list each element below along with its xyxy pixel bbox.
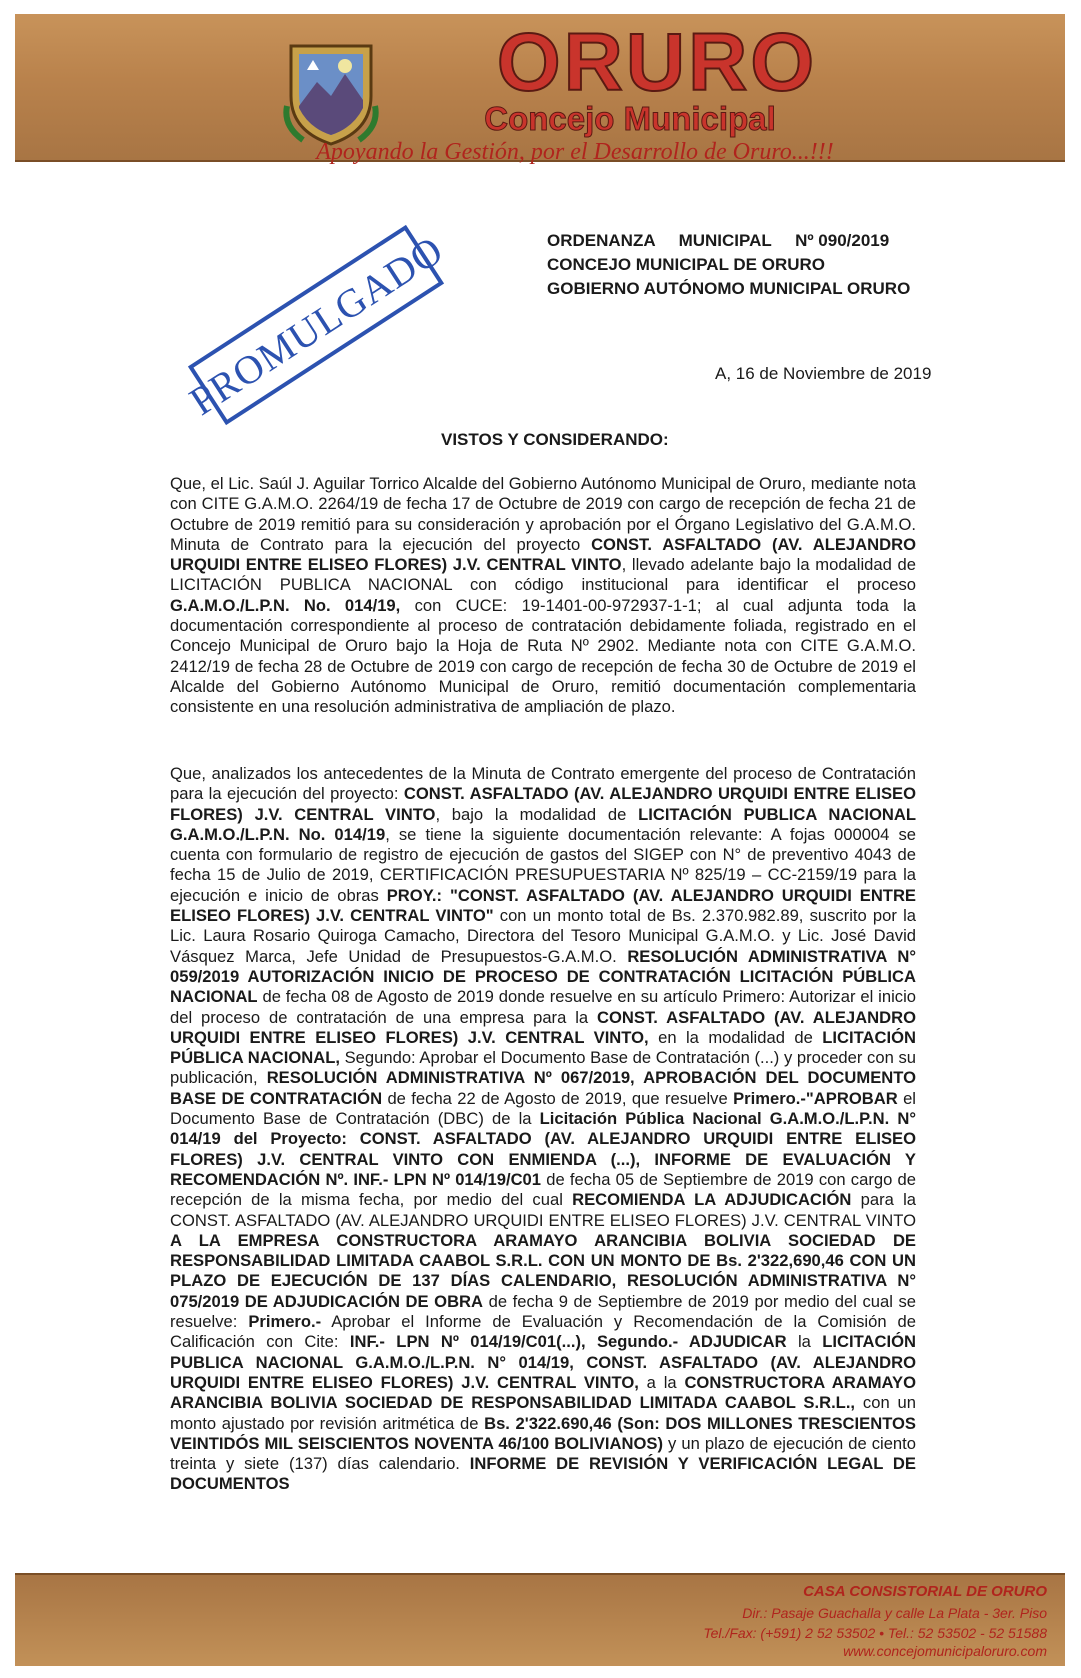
brand-title <box>397 17 917 108</box>
text-run: Segundo: Aprobar el Documento Base de Contratación (...) y proceder con su publicación, <box>170 1048 916 1088</box>
paragraph-1 <box>170 474 916 718</box>
section-heading: VISTOS Y CONSIDERANDO: <box>441 430 669 449</box>
ordinance-council: CONCEJO MUNICIPAL DE ORURO <box>547 255 826 274</box>
text-run: de fecha 05 de Septiembre de 2019 con cargo de recepción de la misma fecha, por medio del cual <box>170 1169 916 1210</box>
text-run: CONST. ASFALTADO (AV. ALEJANDRO URQUIDI ENTRE ELISEO FLORES) J.V. CENTRAL VINTO, <box>170 1007 916 1047</box>
text-run: , bajo la modalidad de <box>435 804 639 824</box>
text-run: CONSTRUCTORA ARAMAYO ARANCIBIA BOLIVIA SOCIEDAD DE RESPONSABILIDAD LIMITADA CAABOL S.R.L., <box>170 1372 916 1413</box>
text-run: RESOLUCIÓN ADMINISTRATIVA Nº 067/2019, APROBACIÓN DEL DOCUMENTO BASE DE CONTRATACIÓN <box>170 1068 916 1108</box>
text-run: CONST. ASFALTADO (AV. ALEJANDRO URQUIDI ENTRE ELISEO FLORES) J.V. CENTRAL VINTO <box>170 534 916 575</box>
text-run: de fecha 08 de Agosto de 2019 donde resuelve en su artículo Primero: Autorizar el inicio del proceso de contratación de una empresa para la <box>170 987 916 1027</box>
paragraph-2 <box>170 764 916 1495</box>
text-run: , llevado adelante bajo la modalidad de LICITACIÓN PUBLICA NACIONAL con código institucional para identificar el proceso <box>170 555 916 595</box>
text-run: con CUCE: 19-1401-00-972937-1-1; al cual adjunta toda la documentación correspondiente al proceso de contratación debidamente foliada, registrado en el Concejo Municipal de Oruro bajo la Hoja de Ruta Nº 2902. Mediante nota con CITE G.A.M.O. 2412/19 de fecha 28 de Octubre de 2019 con cargo de recepción de fecha 30 de Octubre de 2019 el Alcalde del Gobierno Autónomo Municipal de Oruro, remitió documentación complementaria consistente en una resolución administrativa de ampliación de plazo. <box>170 595 916 717</box>
text-run: LICITACIÓN PUBLICA NACIONAL G.A.M.O./L.P.N. No. 014/19 <box>170 804 916 844</box>
text-run: LICITACIÓN PUBLICA NACIONAL G.A.M.O./L.P.N. N° 014/19, CONST. ASFALTADO (AV. ALEJANDRO URQUIDI ENTRE ELISEO FLORES) J.V. CENTRAL VINTO, <box>170 1332 916 1392</box>
text-run: Aprobar el Informe de Evaluación y Recomendación de la Comisión de Calificación con Cite: <box>170 1312 916 1352</box>
text-run: con un monto total de Bs. 2.370.982.89, suscrito por la Lic. Laura Rosario Quiroga Camacho, Directora del Tesoro Municipal G.A.M.O. y Lic. José David Vásquez Marca, Jefe Unidad de Presupuestos-G.A.M.O. <box>170 906 916 966</box>
text-run: LICITACIÓN PÚBLICA NACIONAL, <box>170 1027 916 1068</box>
ordinance-government: GOBIERNO AUTÓNOMO MUNICIPAL ORURO <box>547 279 911 298</box>
text-run: PROY.: "CONST. ASFALTADO (AV. ALEJANDRO URQUIDI ENTRE ELISEO FLORES) J.V. CENTRAL VINTO" <box>170 885 916 926</box>
text-run: la <box>786 1332 823 1352</box>
footer-website: www.concejomunicipaloruro.com <box>843 1643 1047 1659</box>
org-title: ORURO <box>496 17 818 108</box>
text-run: y un plazo de ejecución de ciento treinta y siete (137) días calendario. <box>170 1433 916 1474</box>
promulgado-stamp <box>181 225 451 425</box>
text-run: , se tiene la siguiente documentación relevante: A fojas 000004 se cuenta con formulario de registro de ejecución de gastos del SIGEP con N° de preventivo 4043 de fecha 15 de Julio de 2019, CERTIFICACIÓN PRESUPUESTARIA Nº 825/19 – CC-2159/19 para la ejecución e inicio de obras <box>170 824 916 905</box>
text-run: G.A.M.O./L.P.N. No. 014/19, <box>170 595 401 615</box>
text-run: a la <box>638 1372 685 1392</box>
ordinance-block <box>547 229 910 301</box>
text-run: Primero.-"APROBAR <box>733 1088 898 1108</box>
text-run: Que, el Lic. Saúl J. Aguilar Torrico Alcalde del Gobierno Autónomo Municipal de Oruro, mediante nota con CITE G.A.M.O. 2264/19 de fecha 17 de Octubre de 2019 con cargo de recepción de fecha 21 de Octubre de 2019 remitió para su consideración y aprobación por el Órgano Legislativo del G.A.M.O. Minuta de Contrato para la ejecución del proyecto <box>170 474 916 554</box>
org-motto: Apoyando la Gestión, por el Desarrollo de Oruro...!!! <box>316 139 834 165</box>
text-run: CONST. ASFALTADO (AV. ALEJANDRO URQUIDI ENTRE ELISEO FLORES) J.V. CENTRAL VINTO <box>170 784 917 824</box>
text-run: Primero.- <box>248 1312 322 1332</box>
letterhead-banner <box>15 14 1065 165</box>
municipal-seal-icon <box>283 36 379 148</box>
letterhead-footer <box>15 1573 1065 1666</box>
text-run: en la modalidad de <box>648 1027 823 1047</box>
ordinance-number: ORDENANZA MUNICIPAL Nº 090/2019 <box>547 231 890 250</box>
footer-phone: Tel./Fax: (+591) 2 52 53502 • Tel.: 52 53502 - 52 51588 <box>703 1625 1047 1641</box>
footer-org: CASA CONSISTORIAL DE ORURO <box>803 1583 1047 1600</box>
org-subtitle: Concejo Municipal <box>484 100 776 137</box>
stamp-text: PROMULGADO <box>181 226 451 424</box>
text-run: A LA EMPRESA CONSTRUCTORA ARAMAYO ARANCIBIA BOLIVIA SOCIEDAD DE RESPONSABILIDAD LIMITADA CAABOL S.R.L. CON UN MONTO DE Bs. 2'322,690,46 CON UN PLAZO DE EJECUCIÓN DE 137 DÍAS CALENDARIO, RESOLUCIÓN ADMINISTRATIVA N° 075/2019 DE ADJUDICACIÓN DE OBRA <box>170 1230 916 1311</box>
text-run: Bs. 2'322.690,46 (Son: DOS MILLONES TRESCIENTOS VEINTIDÓS MIL SEISCIENTOS NOVENTA 46/100 BOLIVIANOS) <box>170 1413 916 1453</box>
text-run: con un monto ajustado por revisión aritmética de <box>170 1393 916 1433</box>
text-run: el Documento Base de Contratación (DBC) de la <box>170 1088 916 1129</box>
text-run: INF.- LPN Nº 014/19/C01(...), Segundo.- ADJUDICAR <box>349 1332 787 1352</box>
text-run: para la CONST. ASFALTADO (AV. ALEJANDRO URQUIDI ENTRE ELISEO FLORES) J.V. CENTRAL VINTO <box>170 1190 916 1230</box>
text-run: INFORME DE REVISIÓN Y VERIFICACIÓN LEGAL DE DOCUMENTOS <box>170 1454 916 1494</box>
text-run: de fecha 9 de Septiembre de 2019 por medio del cual se resuelve: <box>170 1291 916 1332</box>
text-run: de fecha 22 de Agosto de 2019, que resuelve <box>382 1088 734 1108</box>
text-run: RESOLUCIÓN ADMINISTRATIVA N° 059/2019 AUTORIZACIÓN INICIO DE PROCESO DE CONTRATACIÓN LICITACIÓN PÚBLICA NACIONAL <box>170 946 916 1007</box>
footer-address: Dir.: Pasaje Guachalla y calle La Plata - 3er. Piso <box>742 1605 1047 1621</box>
text-run: RECOMIENDA LA ADJUDICACIÓN <box>572 1190 852 1210</box>
text-run: Que, analizados los antecedentes de la Minuta de Contrato emergente del proceso de Contratación para la ejecución del proyecto: <box>170 764 916 804</box>
document-date: A, 16 de Noviembre de 2019 <box>715 364 932 383</box>
text-run: Licitación Pública Nacional G.A.M.O./L.P.N. N° 014/19 del Proyecto: CONST. ASFALTADO (AV. ALEJANDRO URQUIDI ENTRE ELISEO FLORES) J.V. CENTRAL VINTO CON ENMIENDA (...), INFORME DE EVALUACIÓN Y RECOMENDACIÓN Nº. INF.- LPN Nº 014/19/C01 <box>170 1109 917 1189</box>
